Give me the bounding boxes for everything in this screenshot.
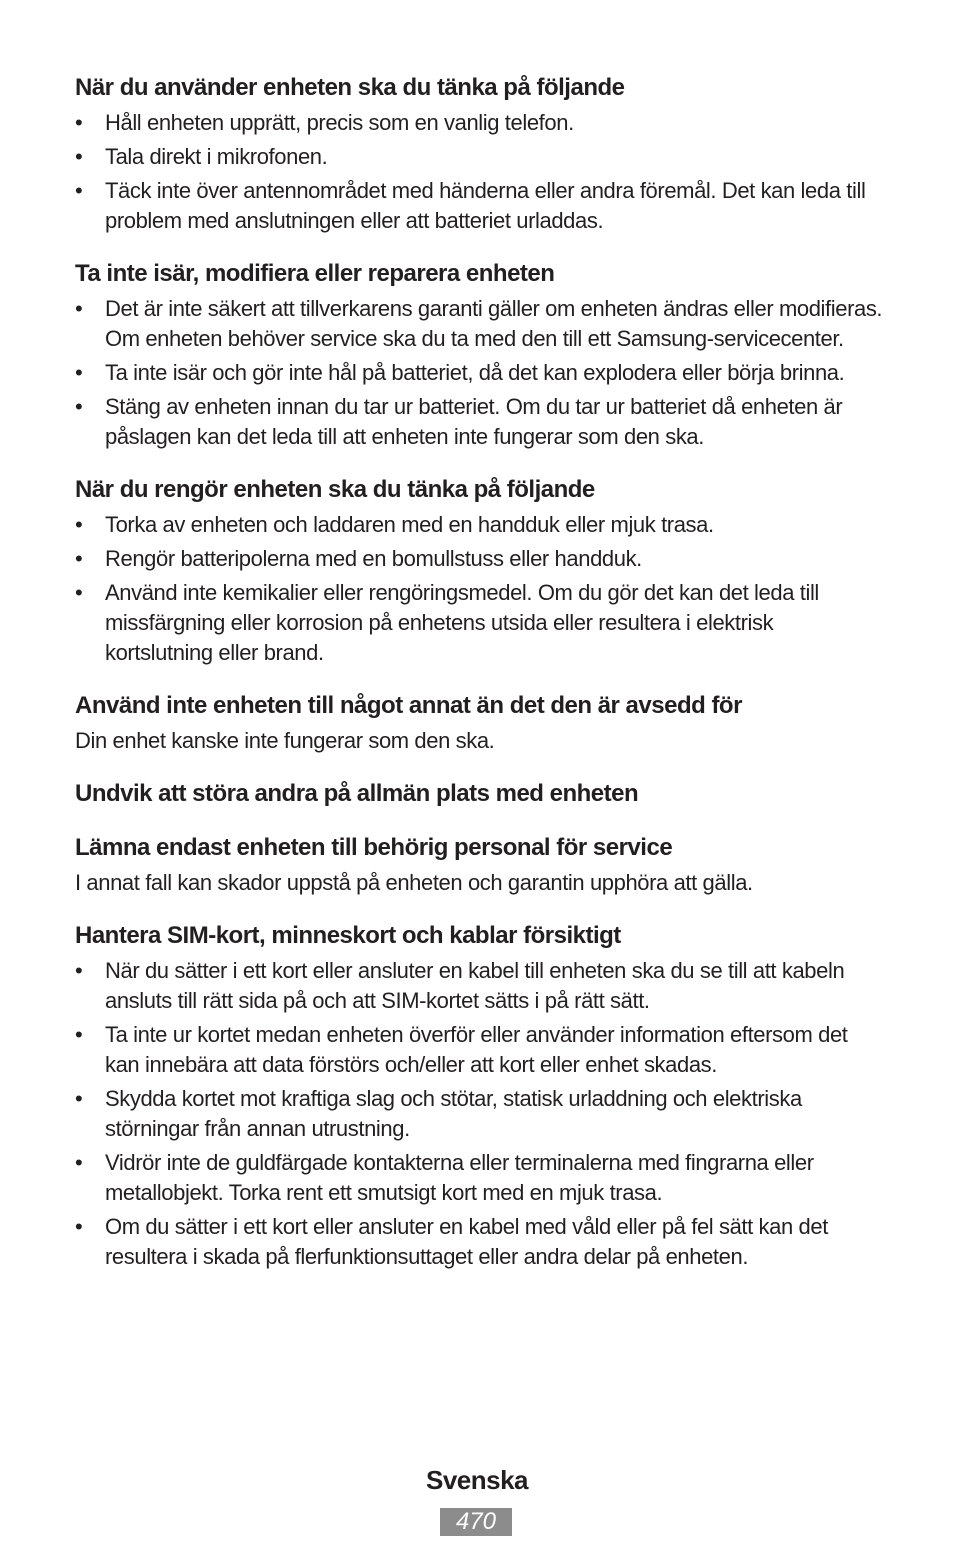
bullet-item: • Skydda kortet mot kraftiga slag och stötar, statisk urladdning och elektriska störningar från annan utrustning. xyxy=(75,1084,885,1144)
bullet-item: • Vidrör inte de guldfärgade kontakterna eller terminalerna med fingrarna eller metallobjekt. Torka rent ett smutsigt kort med en mjuk trasa. xyxy=(75,1148,885,1208)
bullet-list xyxy=(75,294,885,452)
bullet-item: • Torka av enheten och laddaren med en handduk eller mjuk trasa. xyxy=(75,510,885,540)
bullet-item: • Ta inte isär och gör inte hål på batteriet, då det kan explodera eller börja brinna. xyxy=(75,358,885,388)
bullet-item: • Rengör batteripolerna med en bomullstuss eller handduk. xyxy=(75,544,885,574)
section-heading: Ta inte isär, modifiera eller reparera enheten xyxy=(75,260,555,287)
bullet-item: • Håll enheten upprätt, precis som en vanlig telefon. xyxy=(75,108,885,138)
section-heading: Undvik att störa andra på allmän plats med enheten xyxy=(75,780,639,807)
section-using-device xyxy=(75,72,885,236)
bullet-item: • Det är inte säkert att tillverkarens garanti gäller om enheten ändras eller modifieras. Om enheten behöver service ska du ta med den till ett Samsung-servicecenter. xyxy=(75,294,885,354)
bullet-item: • Täck inte över antennområdet med händerna eller andra föremål. Det kan leda till problem med anslutningen eller att batteriet urladdas. xyxy=(75,176,885,236)
bullet-item: • Stäng av enheten innan du tar ur batteriet. Om du tar ur batteriet då enheten är påslagen kan det leda till att enheten inte fungerar som den ska. xyxy=(75,392,885,452)
section-text: Din enhet kanske inte fungerar som den ska. xyxy=(75,728,495,753)
section-do-not-disassemble xyxy=(75,258,885,452)
section-text: I annat fall kan skador uppstå på enheten och garantin upphöra att gälla. xyxy=(75,870,753,895)
bullet-item: • Tala direkt i mikrofonen. xyxy=(75,142,885,172)
bullet-list xyxy=(75,108,885,236)
section-heading: När du rengör enheten ska du tänka på följande xyxy=(75,476,595,503)
section-heading: Använd inte enheten till något annat än det den är avsedd för xyxy=(75,692,742,719)
section-sim-cards xyxy=(75,920,885,1272)
section-heading: Hantera SIM-kort, minneskort och kablar försiktigt xyxy=(75,922,621,949)
bullet-item: • Om du sätter i ett kort eller ansluter en kabel med våld eller på fel sätt kan det resultera i skada på flerfunktionsuttaget eller andra delar på enheten. xyxy=(75,1212,885,1272)
document-body xyxy=(75,72,885,1294)
bullet-item: • När du sätter i ett kort eller ansluter en kabel till enheten ska du se till att kabeln ansluts till rätt sida på och att SIM-kortet sätts i på rätt sätt. xyxy=(75,956,885,1016)
bullet-item: • Ta inte ur kortet medan enheten överför eller använder information eftersom det kan innebära att data förstörs och/eller att kort eller enhet skadas. xyxy=(75,1020,885,1080)
section-heading: Lämna endast enheten till behörig personal för service xyxy=(75,834,673,861)
section-cleaning xyxy=(75,474,885,668)
section-public-places xyxy=(75,778,885,810)
footer-language: Svenska xyxy=(425,1465,529,1495)
section-authorized-service xyxy=(75,832,885,898)
bullet-list xyxy=(75,510,885,668)
bullet-item: • Använd inte kemikalier eller rengöringsmedel. Om du gör det kan det leda till missfärgning eller korrosion på enhetens utsida eller resultera i elektrisk kortslutning eller brand. xyxy=(75,578,885,668)
page-number: 470 xyxy=(440,1508,512,1536)
section-intended-use xyxy=(75,690,885,756)
bullet-list xyxy=(75,956,885,1272)
section-heading: När du använder enheten ska du tänka på följande xyxy=(75,74,625,101)
